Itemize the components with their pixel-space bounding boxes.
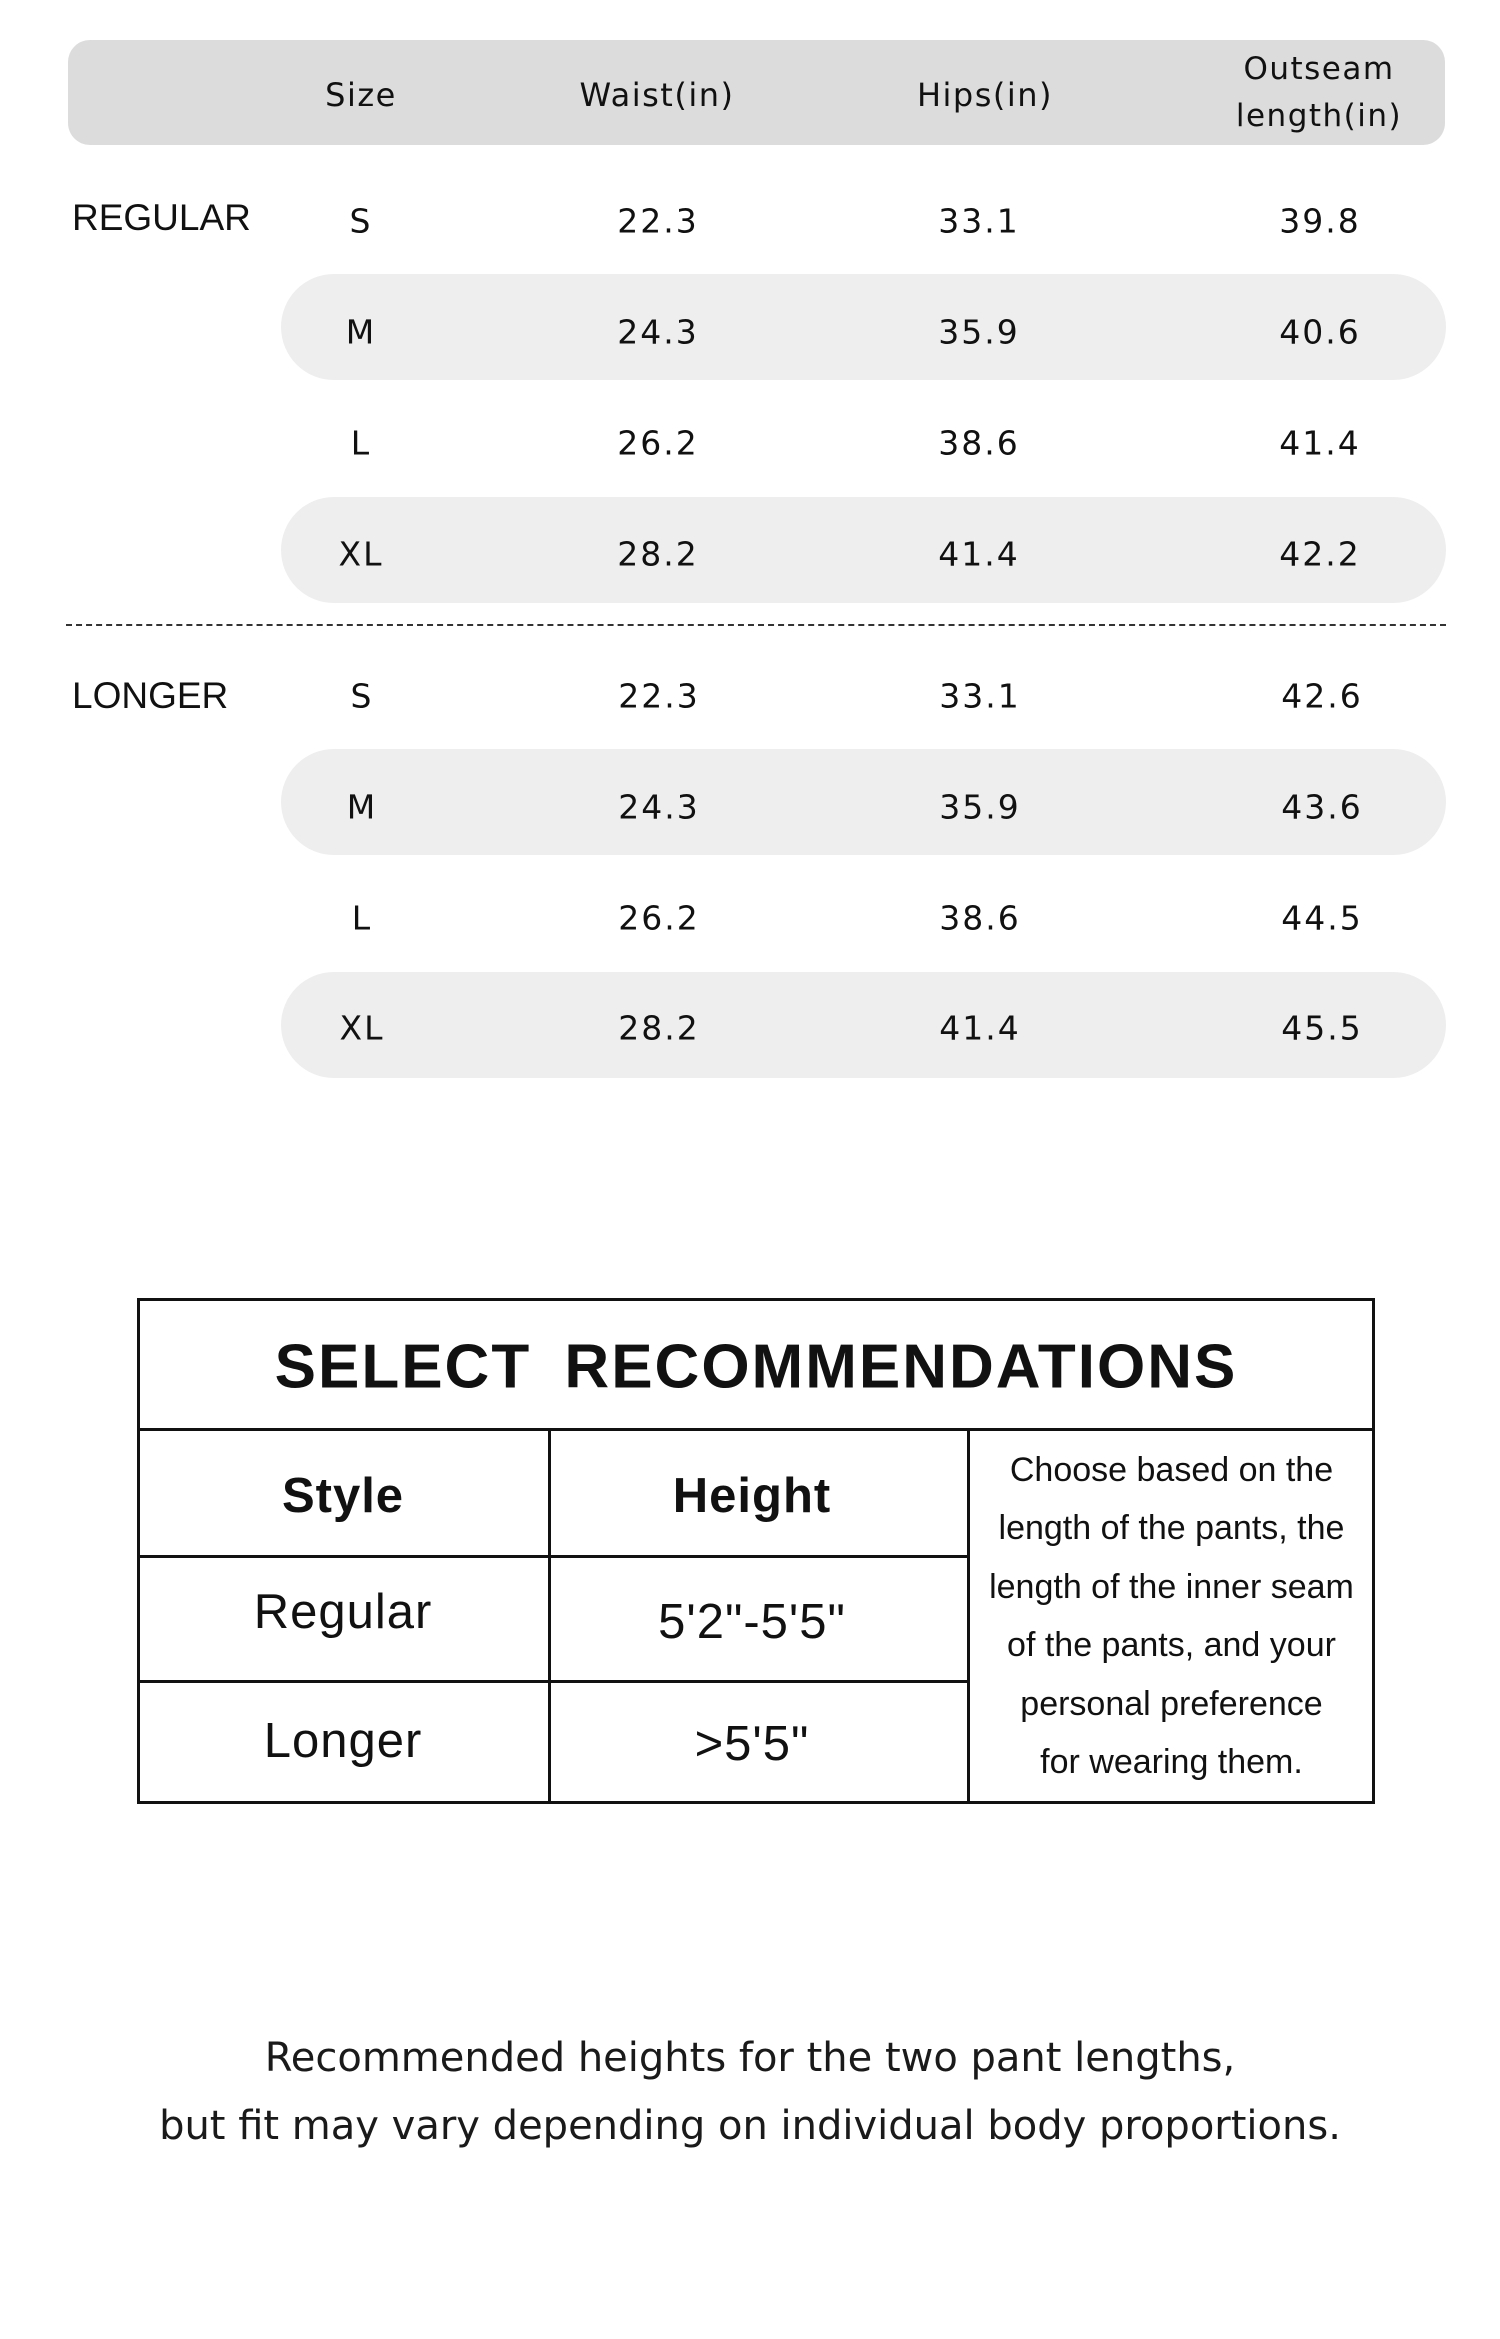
note-line: for wearing them. (1040, 1743, 1303, 1781)
footer-line: but fit may vary depending on individual body proportions. (159, 2103, 1341, 2149)
group-divider (66, 624, 1446, 626)
cell-size: L (350, 423, 372, 463)
header-waist: Waist(in) (579, 76, 735, 114)
table-rule (548, 1428, 551, 1804)
column-header-height: Height (672, 1469, 832, 1523)
note-line: Choose based on the (1009, 1450, 1334, 1489)
cell-waist: 28.2 (617, 534, 699, 574)
note-line: of the pants, and your (1007, 1626, 1336, 1664)
row-stripe (281, 972, 1446, 1078)
header-outseam (1199, 46, 1439, 140)
cell-outseam: 45.5 (1281, 1008, 1363, 1048)
cell-hips: 38.6 (939, 898, 1021, 938)
cell-waist: 22.3 (617, 201, 699, 241)
group-label-longer: LONGER (72, 675, 229, 716)
style-longer: Longer (263, 1714, 423, 1768)
footer-note (0, 2024, 1500, 2160)
cell-waist: 28.2 (618, 1008, 700, 1048)
cell-waist: 24.3 (617, 312, 699, 352)
cell-size: L (351, 898, 373, 938)
row-stripe (281, 497, 1446, 603)
cell-outseam: 39.8 (1279, 201, 1361, 241)
cell-size: S (349, 201, 373, 241)
cell-hips: 41.4 (939, 1008, 1021, 1048)
header-outseam-line-1: Outseam (1243, 51, 1395, 87)
cell-hips: 38.6 (938, 423, 1020, 463)
header-outseam-line-2: length(in) (1235, 98, 1403, 134)
cell-size: M (345, 312, 377, 352)
column-header-style: Style (281, 1469, 405, 1523)
cell-waist: 22.3 (618, 676, 700, 716)
cell-size: XL (339, 1008, 385, 1048)
header-size: Size (325, 76, 397, 114)
note-line: length of the inner seam (989, 1567, 1354, 1606)
cell-hips: 41.4 (938, 534, 1020, 574)
note-line: personal preference (1020, 1684, 1323, 1723)
cell-outseam: 42.6 (1281, 676, 1363, 716)
cell-waist: 26.2 (617, 423, 699, 463)
cell-size: S (350, 676, 374, 716)
row-stripe (281, 749, 1446, 855)
note-line: length of the pants, the (998, 1509, 1345, 1547)
cell-outseam: 43.6 (1281, 787, 1363, 827)
table-rule (137, 1680, 969, 1683)
cell-outseam: 40.6 (1279, 312, 1361, 352)
height-longer: >5'5" (694, 1717, 810, 1771)
cell-outseam: 44.5 (1281, 898, 1363, 938)
footer-line: Recommended heights for the two pant lengths, (264, 2035, 1236, 2081)
row-stripe (281, 274, 1446, 380)
cell-waist: 26.2 (618, 898, 700, 938)
recommendations-title: SELECT RECOMMENDATIONS (274, 1332, 1238, 1402)
cell-size: M (346, 787, 378, 827)
cell-hips: 33.1 (939, 676, 1021, 716)
cell-hips: 35.9 (939, 787, 1021, 827)
cell-hips: 33.1 (938, 201, 1020, 241)
cell-outseam: 42.2 (1279, 534, 1361, 574)
height-regular: 5'2"-5'5" (658, 1595, 846, 1649)
cell-hips: 35.9 (938, 312, 1020, 352)
header-hips: Hips(in) (916, 76, 1054, 114)
cell-size: XL (338, 534, 384, 574)
table-rule (137, 1555, 969, 1558)
cell-outseam: 41.4 (1279, 423, 1361, 463)
cell-waist: 24.3 (618, 787, 700, 827)
recommendations-note (969, 1428, 1374, 1804)
group-label-regular: REGULAR (72, 197, 251, 238)
style-regular: Regular (253, 1585, 433, 1639)
